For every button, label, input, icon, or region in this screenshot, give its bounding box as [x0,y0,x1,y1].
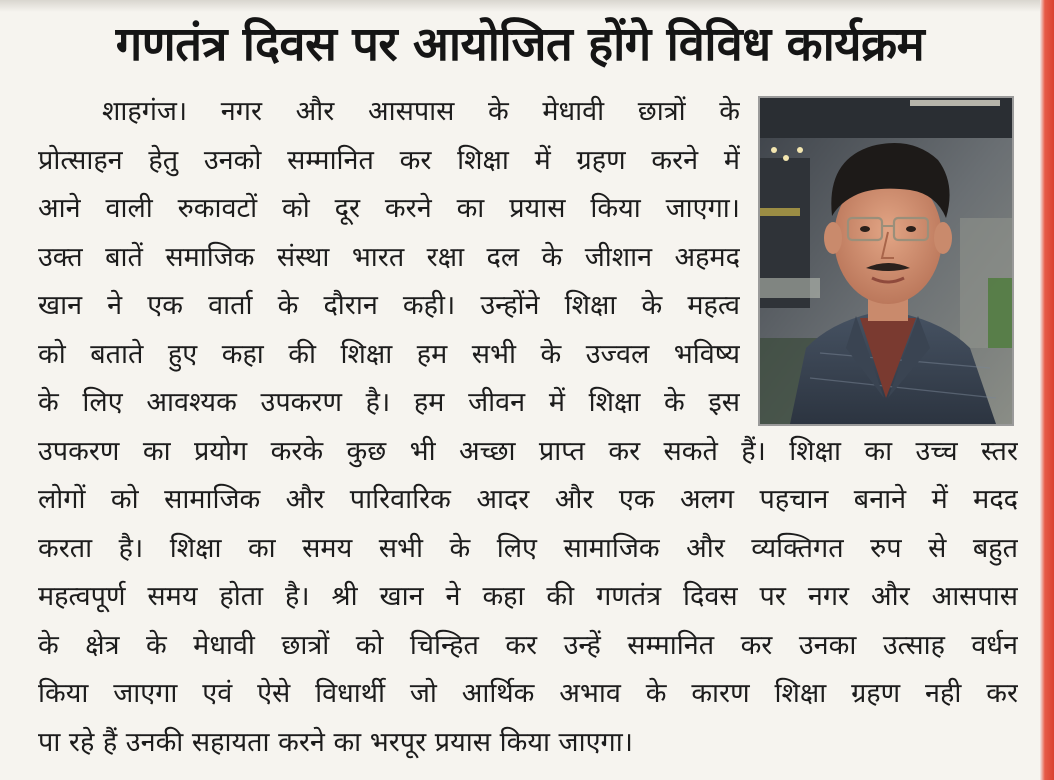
article-line: उपकरण का प्रयोग करके कुछ भी अच्छा प्राप्त कर सकते हैं। शिक्षा का उच्च स्तर [38,435,1018,467]
article-line: को बताते हुए कहा की शिक्षा हम सभी के उज्वल भविष्य [38,338,740,370]
article-line: पा रहे हैं उनकी सहायता करने का भरपूर प्रयास किया जाएगा। [38,726,633,758]
article-body [38,88,1028,767]
article-line: उक्त बातें समाजिक संस्था भारत रक्षा दल के जीशान अहमद [38,241,740,273]
page-edge-border [1040,0,1054,780]
article-line: आने वाली रुकावटों को दूर करने का प्रयास किया जाएगा। [38,193,740,224]
article-line: खान ने एक वार्ता के दौरान कही। उन्होंने शिक्षा के महत्व [38,290,740,321]
article-line: प्रोत्साहन हेतु उनको सम्मानित कर शिक्षा में ग्रहण करने में [38,144,740,176]
clipped-previous-article-edge [0,0,1040,12]
article-line: के क्षेत्र के मेधावी छात्रों को चिन्हित कर उन्हें सम्मानित कर उनका उत्साह वर्धन [38,629,1018,661]
article-line: लोगों को सामाजिक और पारिवारिक आदर और एक अलग पहचान बनाने में मदद [38,484,1018,515]
article-line: शाहगंज। नगर और आसपास के मेधावी छात्रों के [102,96,740,127]
article-line: करता है। शिक्षा का समय सभी के लिए सामाजिक और व्यक्तिगत रुप से बहुत [38,532,1018,564]
article-line: किया जाएगा एवं ऐसे विधार्थी जो आर्थिक अभाव के कारण शिक्षा ग्रहण नही कर [38,678,1018,709]
article-line: महत्वपूर्ण समय होता है। श्री खान ने कहा की गणतंत्र दिवस पर नगर और आसपास [38,581,1018,612]
news-headline: गणतंत्र दिवस पर आयोजित होंगे विविध कार्यक्रम [115,17,925,72]
article-line: के लिए आवश्यक उपकरण है। हम जीवन में शिक्षा के इस [38,387,740,418]
